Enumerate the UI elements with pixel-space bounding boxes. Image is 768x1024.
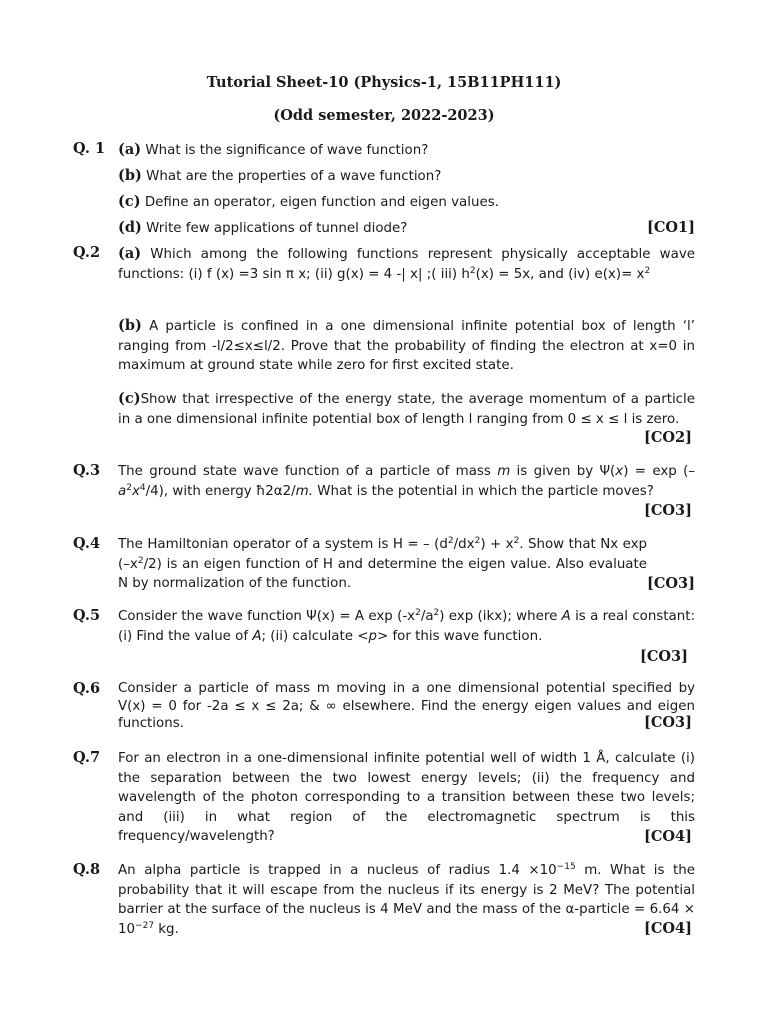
q1-d-text: Write few applications of tunnel diode? — [146, 221, 408, 236]
q5-number: Q.5 — [73, 607, 101, 624]
q3-text-2: is given by Ψ( — [510, 464, 616, 479]
q2-c-label: (c) — [118, 390, 141, 407]
q3-text-1: The ground state wave function of a particle of mass — [118, 464, 498, 479]
q1-d-label: (d) — [118, 219, 142, 236]
q5-text-5: ; (ii) calculate < — [261, 628, 369, 644]
q1-b-label: (b) — [118, 167, 142, 184]
q2-part-c — [118, 389, 695, 429]
q1-part-d — [118, 218, 695, 239]
q6-number: Q.6 — [73, 680, 101, 697]
q3-m2: m. — [295, 483, 313, 499]
q2-part-b — [118, 316, 695, 376]
q5-A2: A — [252, 628, 262, 644]
q6-co: [CO3] — [644, 714, 692, 731]
q1-a-text: What is the significance of wave function? — [145, 143, 429, 158]
q3-x2: x — [131, 483, 140, 499]
q1-part-b — [118, 166, 695, 187]
q5-co: [CO3] — [640, 648, 688, 665]
q3-text — [118, 462, 695, 501]
q7-number: Q.7 — [73, 749, 101, 766]
q4-sup-3: 2 — [513, 536, 520, 546]
semester-subtitle: (Odd semester, 2022-2023) — [273, 107, 495, 124]
q1-b-text: What are the properties of a wave function? — [146, 169, 442, 184]
q1-co: [CO1] — [647, 219, 695, 236]
q5-A: A — [561, 609, 571, 624]
q8-sup-1: −15 — [556, 862, 576, 872]
q2-a-text-1: Which among the following functions represent physically acceptable wave functions: (i) f (x) =3 sin π x; (ii) g(x) = 4 -| x| ;( iii) h — [118, 247, 695, 282]
q4-sup-2: 2 — [474, 536, 481, 546]
q5-sup-2: 2 — [433, 608, 440, 618]
q8-text-2: m. What is the probability that it will escape from the nucleus if its energy is 2 MeV? The potential barrier at the surface of the nucleus is 4 MeV and the mass of the α-particle = 6.64 × 10 — [118, 863, 695, 937]
q4-text-4: . Show that Nx exp (–x — [118, 537, 648, 572]
q5-text — [118, 607, 695, 646]
q4-text-3: ) + x — [480, 537, 514, 552]
q4-text — [118, 535, 695, 594]
q5-text-2: /a — [420, 609, 434, 624]
q3-sup-1: 2 — [126, 482, 132, 493]
q3-text-3: ) = exp (– — [623, 464, 695, 479]
q6-text: Consider a particle of mass m moving in a one dimensional potential specified by V(x) = 0 for -2a ≤ x ≤ 2a; & ∞ elsewhere. Find the energy eigen values and eigen functions. — [118, 681, 695, 731]
q8-text-3: kg. — [154, 921, 179, 937]
q2-c-text: Show that irrespective of the energy state, the average momentum of a particle in a one dimensional infinite potential box of length l ranging from 0 ≤ x ≤ l is zero. — [118, 392, 695, 427]
q7-text: For an electron in a one-dimensional infinite potential well of width 1 Å, calculate (i) the separation between the two lowest energy levels; (ii) the frequency and wavelength of the photon corresponding to a transition between these two levels; and (iii) in what region of the electromagnetic spectrum is this frequency/wavelength? — [118, 751, 695, 844]
q2-number: Q.2 — [73, 244, 101, 261]
q4-number: Q.4 — [73, 535, 101, 552]
q1-a-label: (a) — [118, 141, 142, 158]
q8-sup-2: −27 — [135, 920, 155, 931]
sheet-title: Tutorial Sheet-10 (Physics-1, 15B11PH111) — [206, 74, 562, 91]
q8-co: [CO4] — [644, 920, 692, 937]
q5-text-3: ) exp (ikx); where — [439, 609, 562, 624]
q8-text — [118, 861, 695, 939]
q2-a-sup-2: 2 — [644, 265, 651, 276]
q8-number: Q.8 — [73, 861, 101, 878]
q3-a: a — [118, 483, 127, 499]
q2-a-text-2: (x) = 5x, and (iv) e(x)= x — [475, 266, 645, 282]
q1-number: Q. 1 — [73, 140, 106, 157]
q3-text-4: /4), with energy ħ2α2/ — [145, 483, 296, 499]
q3-co: [CO3] — [644, 502, 692, 519]
q3-number: Q.3 — [73, 462, 101, 479]
q5-p: p — [368, 628, 377, 644]
q4-sup-4: 2 — [137, 555, 144, 566]
q2-b-label: (b) — [118, 317, 142, 334]
q1-part-c — [118, 192, 695, 213]
q4-sup-1: 2 — [447, 536, 454, 546]
q4-text-5: /2) is an eigen function of H and determine the eigen value. Also evaluate N by normalization of the function. — [118, 556, 648, 591]
q2-co: [CO2] — [644, 429, 692, 446]
q5-sup-1: 2 — [415, 608, 421, 618]
q4-text-1: The Hamiltonian operator of a system is H = – (d — [118, 537, 448, 552]
q3-x: x — [615, 464, 624, 479]
q4-co: [CO3] — [647, 575, 695, 592]
q5-text-6: > for this wave function. — [376, 628, 543, 644]
q3-sup-2: 4 — [139, 482, 146, 493]
q4-text-2: /dx — [453, 537, 475, 552]
q1-c-label: (c) — [118, 193, 141, 210]
q1-part-a — [118, 140, 695, 161]
q7-co: [CO4] — [644, 828, 692, 845]
q2-part-a — [118, 244, 695, 284]
q2-b-text: A particle is confined in a one dimensional infinite potential box of length ‘l’ ranging from -l/2≤x≤l/2. Prove that the probability of finding the electron at x=0 in maximum at ground state while zero for first excited state. — [118, 319, 695, 373]
q3-m: m — [497, 464, 511, 479]
q3-text-5: What is the potential in which the particle moves? — [312, 483, 654, 499]
q5-text-1: Consider the wave function Ψ(x) = A exp (-x — [118, 609, 416, 624]
q5-text-4: is a real constant: (i) Find the value of — [118, 609, 695, 644]
q2-a-label: (a) — [118, 245, 142, 262]
q2-a-sup-1: 2 — [469, 265, 476, 276]
q1-c-text: Define an operator, eigen function and eigen values. — [144, 195, 499, 210]
q8-text-1: An alpha particle is trapped in a nucleus of radius 1.4 ×10 — [118, 863, 557, 878]
